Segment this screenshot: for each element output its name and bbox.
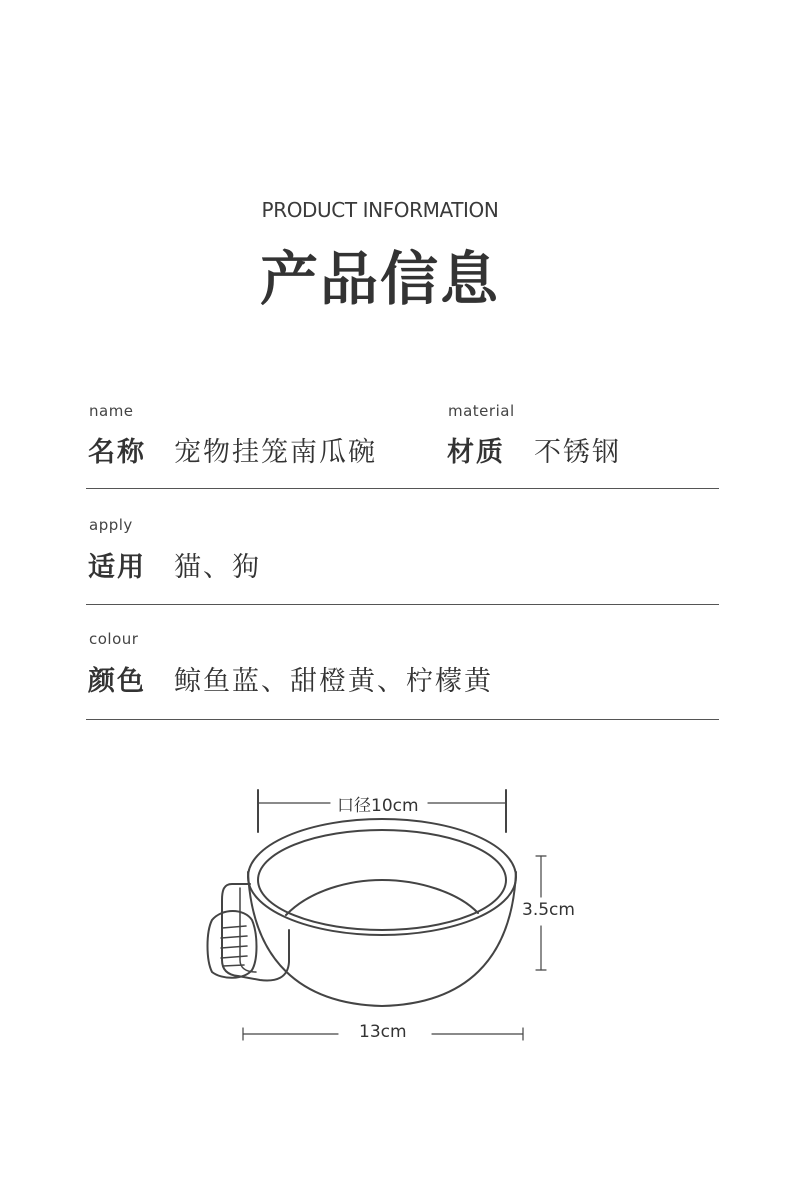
mouth-diameter-label: 口径10cm (331, 791, 425, 816)
colour-label-cn: 颜色 (88, 666, 146, 697)
name-label-en: name (89, 402, 134, 420)
thumb-screw-ridge (223, 965, 244, 966)
apply-label-en: apply (89, 516, 133, 534)
page-title: 产品信息 (259, 245, 500, 313)
thumb-screw-ridge (222, 926, 246, 928)
apply-label-cn: 适用 (88, 552, 146, 583)
thumb-screw-ridge (221, 936, 247, 938)
bowl-rim-outer (248, 819, 516, 935)
thumb-screw (208, 911, 257, 978)
name-value: 宠物挂笼南瓜碗 (174, 437, 377, 468)
width-label: 13cm (353, 1022, 413, 1042)
apply-value: 猫、狗 (174, 552, 261, 583)
material-label-cn: 材质 (447, 437, 505, 468)
height-label: 3.5cm (516, 900, 581, 920)
thumb-screw-ridge (221, 946, 247, 948)
section-eyebrow: PRODUCT INFORMATION (261, 198, 499, 222)
thumb-screw-ridge (221, 956, 247, 958)
colour-label-en: colour (89, 630, 139, 648)
bowl-basin (286, 880, 478, 915)
colour-value: 鲸鱼蓝、甜橙黄、柠檬黄 (174, 666, 493, 697)
name-label-cn: 名称 (88, 437, 146, 468)
clamp-bracket (240, 888, 256, 972)
material-value: 不锈钢 (534, 437, 621, 468)
material-label-en: material (448, 402, 515, 420)
